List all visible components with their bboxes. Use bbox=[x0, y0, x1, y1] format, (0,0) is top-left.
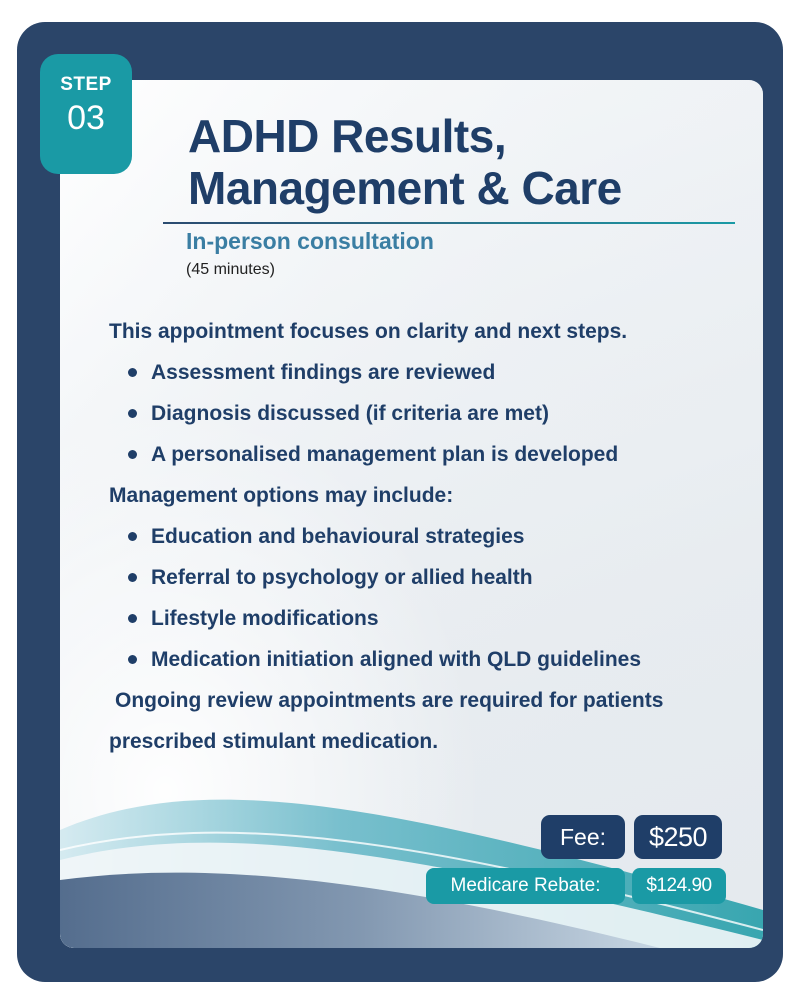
consultation-duration: (45 minutes) bbox=[186, 261, 275, 278]
list-item: Lifestyle modifications bbox=[109, 598, 769, 639]
medicare-rebate-label: Medicare Rebate: bbox=[426, 868, 625, 904]
fee-label: Fee: bbox=[541, 815, 625, 859]
list-item: Referral to psychology or allied health bbox=[109, 557, 769, 598]
appointment-list bbox=[109, 352, 769, 475]
page-title bbox=[188, 110, 748, 214]
description-body bbox=[109, 311, 769, 762]
title-divider bbox=[163, 222, 735, 224]
bullet-icon bbox=[128, 532, 137, 541]
bullet-icon bbox=[128, 573, 137, 582]
step-label: STEP bbox=[60, 74, 112, 95]
consultation-type: In-person consultation bbox=[186, 228, 434, 254]
fee-amount: $250 bbox=[634, 815, 722, 859]
bullet-icon bbox=[128, 368, 137, 377]
list-item: Diagnosis discussed (if criteria are met) bbox=[109, 393, 769, 434]
list-item: Assessment findings are reviewed bbox=[109, 352, 769, 393]
list-item: Education and behavioural strategies bbox=[109, 516, 769, 557]
title-line-2: Management & Care bbox=[188, 162, 622, 214]
list-item: Medication initiation aligned with QLD guidelines bbox=[109, 639, 769, 680]
bullet-icon bbox=[128, 655, 137, 664]
medicare-rebate-amount: $124.90 bbox=[632, 868, 726, 904]
bullet-icon bbox=[128, 450, 137, 459]
step-badge bbox=[40, 54, 132, 174]
management-options-list bbox=[109, 516, 769, 680]
title-line-1: ADHD Results, bbox=[188, 110, 507, 162]
bullet-icon bbox=[128, 409, 137, 418]
intro-text: This appointment focuses on clarity and next steps. bbox=[109, 320, 628, 343]
closing-note: Ongoing review appointments are required for patients prescribed stimulant medication. bbox=[109, 689, 664, 753]
bullet-icon bbox=[128, 614, 137, 623]
list-item: A personalised management plan is developed bbox=[109, 434, 769, 475]
options-heading: Management options may include: bbox=[109, 484, 454, 507]
step-number: 03 bbox=[67, 99, 105, 137]
